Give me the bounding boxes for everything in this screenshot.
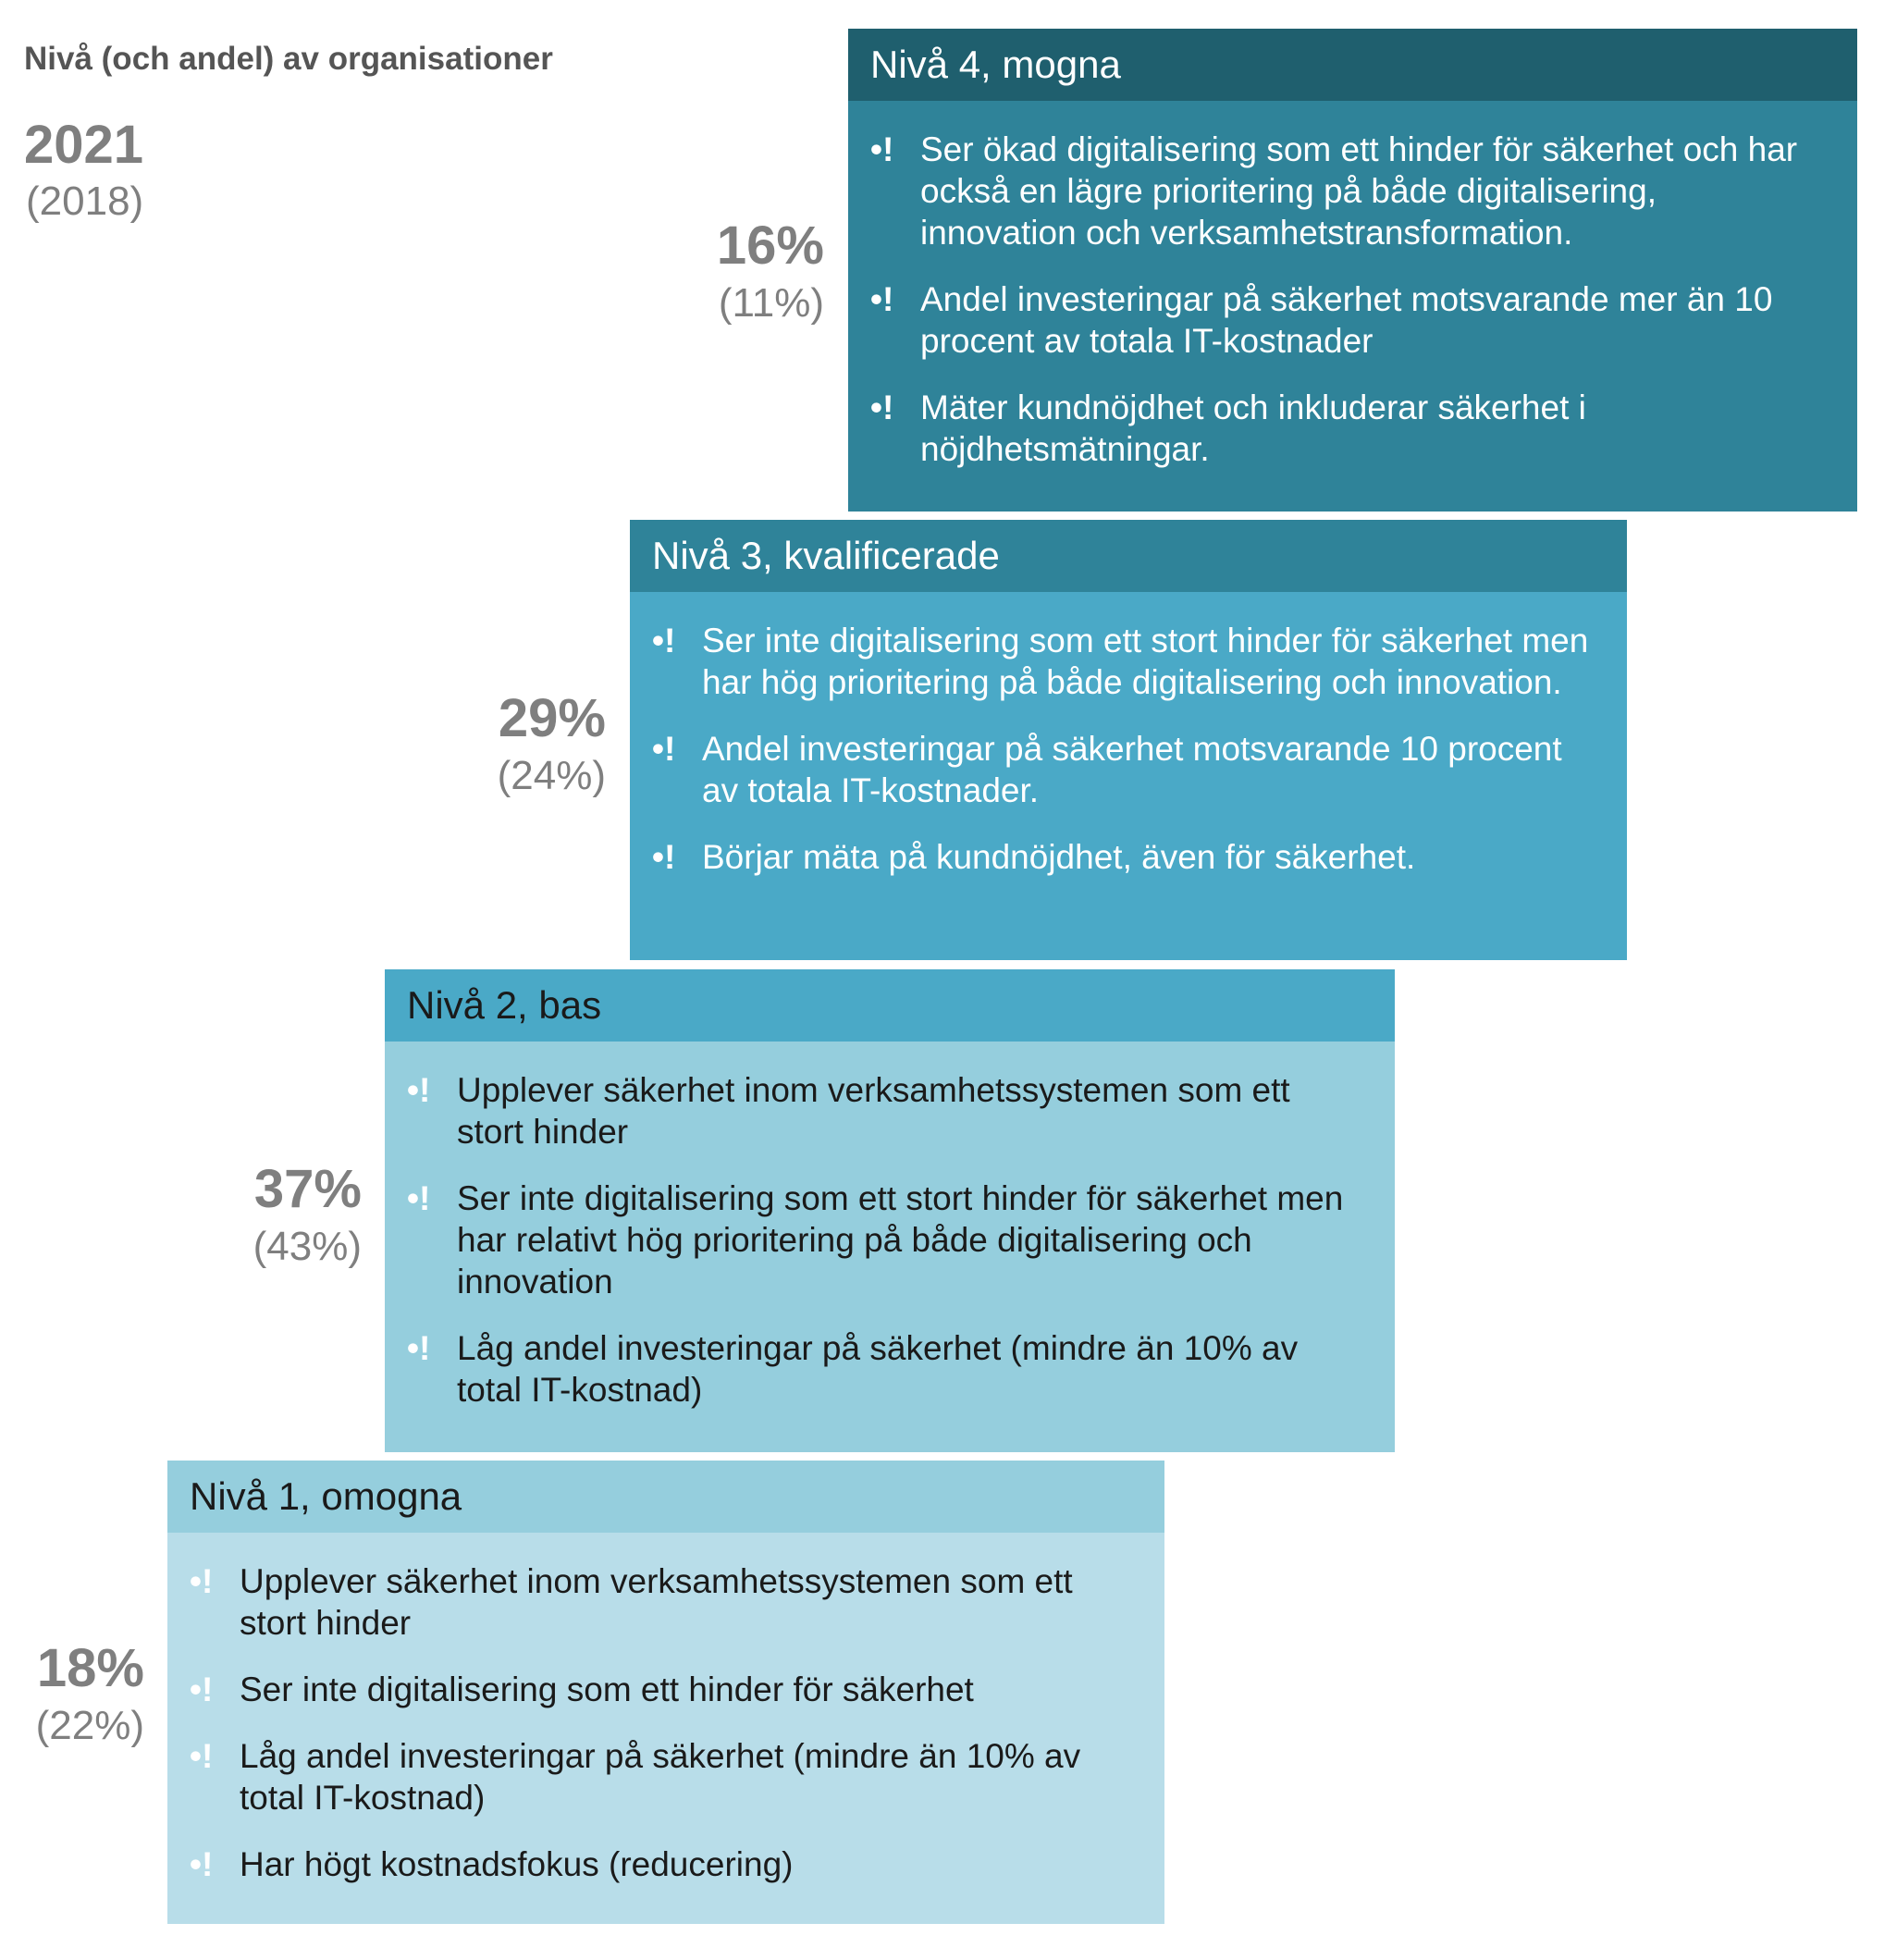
level-1-share (0, 1637, 144, 1752)
level-4-box (848, 29, 1857, 512)
bullet-icon: •! (652, 730, 676, 768)
level-1-body (167, 1533, 1164, 1924)
bullet-text: Andel investeringar på säkerhet motsvarande 10 procent av totala IT-kostnader. (702, 730, 1562, 809)
diagram-title: Nivå (och andel) av organisationer (24, 41, 553, 77)
bullet-text: Börjar mäta på kundnöjdhet, även för säkerhet. (702, 838, 1416, 876)
level-3-list (652, 620, 1590, 878)
level-4-list (870, 129, 1820, 470)
list-item (190, 1843, 1127, 1885)
level-1-pct-prev: (22%) (35, 1703, 144, 1748)
bullet-text: Ser inte digitalisering som ett stort hinder för säkerhet men har relativt hög prioritering på både digitalisering och innovation (457, 1179, 1344, 1301)
list-item (652, 728, 1590, 811)
level-4-pct-prev: (11%) (718, 280, 824, 326)
level-2-box (385, 969, 1395, 1452)
bullet-text: Låg andel investeringar på säkerhet (mindre än 10% av total IT-kostnad) (240, 1737, 1081, 1817)
list-item (870, 387, 1820, 470)
level-1-list (190, 1560, 1127, 1885)
level-2-title: Nivå 2, bas (385, 969, 1395, 1042)
level-1-title: Nivå 1, omogna (167, 1461, 1164, 1533)
list-item (190, 1669, 1127, 1710)
level-1-pct: 18% (36, 1638, 144, 1698)
bullet-text: Ser ökad digitalisering som ett hinder för säkerhet och har också en lägre prioritering på både digitalisering, innovation och verksamhetstransformation. (920, 130, 1798, 252)
bullet-text: Ser inte digitalisering som ett hinder för säkerhet (240, 1670, 974, 1708)
list-item (407, 1069, 1358, 1153)
list-item (652, 620, 1590, 703)
level-2-list (407, 1069, 1358, 1411)
bullet-icon: •! (190, 1562, 214, 1600)
bullet-icon: •! (407, 1071, 431, 1109)
bullet-icon: •! (190, 1670, 214, 1708)
level-3-body (630, 592, 1627, 960)
list-item (870, 278, 1820, 362)
level-2-pct-prev: (43%) (253, 1224, 362, 1269)
list-item (870, 129, 1820, 253)
level-4-share (639, 215, 824, 329)
bullet-icon: •! (190, 1845, 214, 1883)
bullet-icon: •! (870, 130, 894, 168)
list-item (190, 1735, 1127, 1818)
bullet-text: Ser inte digitalisering som ett stort hinder för säkerhet men har hög prioritering på både digitalisering och innovation. (702, 622, 1589, 701)
bullet-text: Upplever säkerhet inom verksamhetssystemen som ett stort hinder (240, 1562, 1073, 1642)
level-3-title: Nivå 3, kvalificerade (630, 520, 1627, 592)
bullet-icon: •! (407, 1179, 431, 1217)
bullet-text: Upplever säkerhet inom verksamhetssystemen som ett stort hinder (457, 1071, 1290, 1151)
level-3-pct: 29% (498, 688, 606, 748)
level-4-pct: 16% (716, 216, 824, 276)
list-item (407, 1327, 1358, 1411)
level-3-box (630, 520, 1627, 960)
level-2-pct: 37% (253, 1159, 362, 1219)
year-previous: (2018) (26, 179, 144, 224)
bullet-text: Låg andel investeringar på säkerhet (mindre än 10% av total IT-kostnad) (457, 1329, 1299, 1409)
year-current: 2021 (24, 115, 144, 175)
level-4-body (848, 101, 1857, 512)
bullet-text: Har högt kostnadsfokus (reducering) (240, 1845, 794, 1883)
level-2-share (177, 1158, 362, 1273)
bullet-icon: •! (190, 1737, 214, 1775)
level-3-share (421, 687, 606, 802)
bullet-text: Andel investeringar på säkerhet motsvarande mer än 10 procent av totala IT-kostnader (920, 280, 1773, 360)
bullet-icon: •! (407, 1329, 431, 1367)
list-item (190, 1560, 1127, 1644)
level-1-box (167, 1461, 1164, 1924)
list-item (407, 1177, 1358, 1302)
list-item (652, 836, 1590, 878)
bullet-text: Mäter kundnöjdhet och inkluderar säkerhet i nöjdhetsmätningar. (920, 388, 1586, 468)
level-4-title: Nivå 4, mogna (848, 29, 1857, 101)
bullet-icon: •! (652, 838, 676, 876)
level-2-body (385, 1042, 1395, 1452)
level-3-pct-prev: (24%) (497, 753, 606, 798)
bullet-icon: •! (652, 622, 676, 659)
bullet-icon: •! (870, 280, 894, 318)
bullet-icon: •! (870, 388, 894, 426)
